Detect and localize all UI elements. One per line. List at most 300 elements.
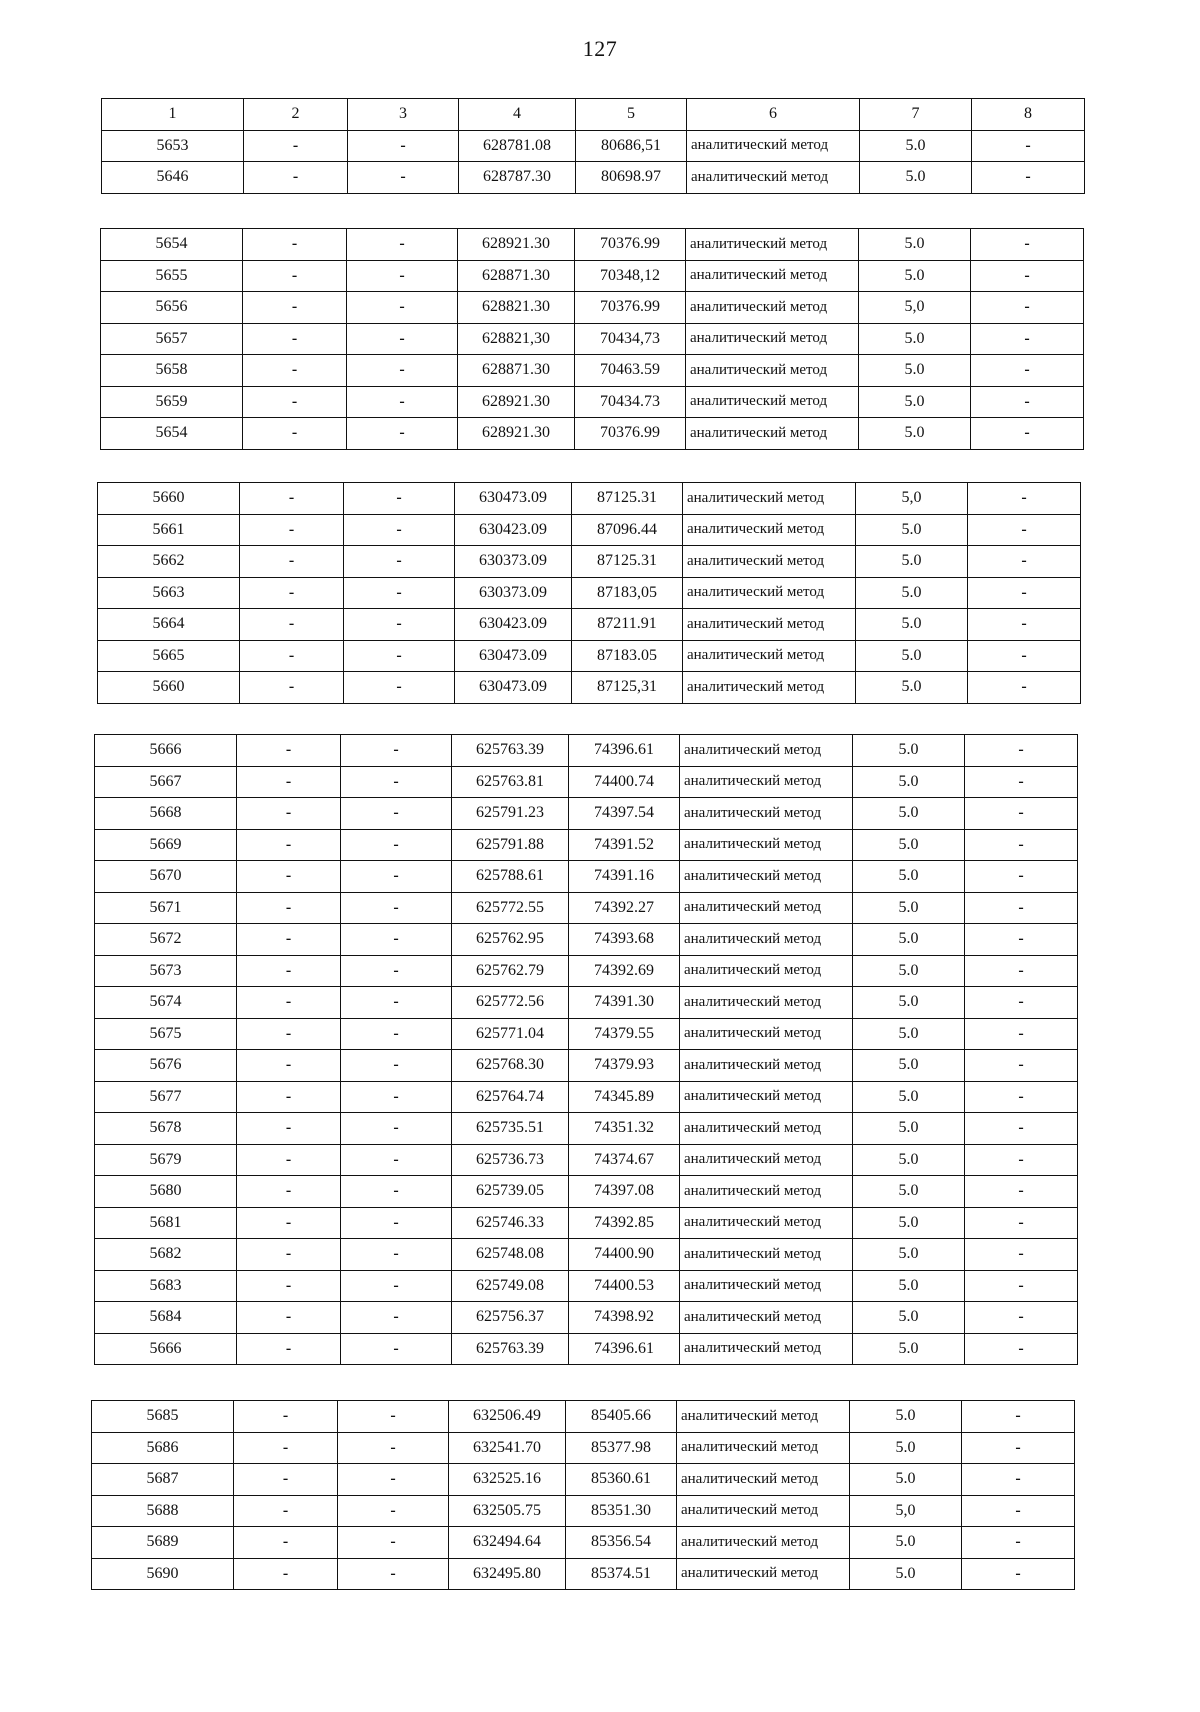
method-cell: аналитический метод [686, 355, 859, 387]
col-3-cell: - [341, 1113, 452, 1145]
method-cell: аналитический метод [680, 1113, 853, 1145]
point-number-cell: 5660 [98, 483, 240, 515]
coordinates-table-5 [91, 1400, 1075, 1590]
error-cell: 5.0 [853, 1302, 965, 1334]
table-row [98, 672, 1081, 704]
method-cell: аналитический метод [683, 546, 856, 578]
error-cell: 5.0 [850, 1527, 962, 1559]
y-coordinate-cell: 74351.32 [569, 1113, 680, 1145]
method-cell: аналитический метод [680, 1144, 853, 1176]
method-cell: аналитический метод [677, 1527, 850, 1559]
error-cell: 5.0 [853, 766, 965, 798]
col-3-cell: - [344, 483, 455, 515]
method-cell: аналитический метод [683, 514, 856, 546]
method-cell: аналитический метод [683, 577, 856, 609]
header-cell-1: 1 [102, 99, 244, 131]
col-8-cell: - [968, 483, 1081, 515]
error-cell: 5.0 [853, 1144, 965, 1176]
point-number-cell: 5664 [98, 609, 240, 641]
col-3-cell: - [341, 924, 452, 956]
x-coordinate-cell: 625772.56 [452, 987, 569, 1019]
x-coordinate-cell: 625762.95 [452, 924, 569, 956]
x-coordinate-cell: 625791.23 [452, 798, 569, 830]
method-cell: аналитический метод [680, 924, 853, 956]
table-row [101, 229, 1084, 261]
col-2-cell: - [237, 798, 341, 830]
col-2-cell: - [243, 386, 347, 418]
x-coordinate-cell: 625768.30 [452, 1050, 569, 1082]
col-8-cell: - [965, 861, 1078, 893]
point-number-cell: 5646 [102, 162, 244, 194]
col-8-cell: - [965, 798, 1078, 830]
table-row [101, 260, 1084, 292]
error-cell: 5.0 [856, 609, 968, 641]
col-8-cell: - [965, 1239, 1078, 1271]
error-cell: 5.0 [853, 1270, 965, 1302]
col-3-cell: - [338, 1401, 449, 1433]
x-coordinate-cell: 632506.49 [449, 1401, 566, 1433]
point-number-cell: 5660 [98, 672, 240, 704]
col-2-cell: - [237, 1302, 341, 1334]
col-2-cell: - [240, 546, 344, 578]
error-cell: 5.0 [853, 1176, 965, 1208]
x-coordinate-cell: 625746.33 [452, 1207, 569, 1239]
coordinates-table-3 [97, 482, 1081, 704]
point-number-cell: 5677 [95, 1081, 237, 1113]
col-2-cell: - [234, 1401, 338, 1433]
point-number-cell: 5658 [101, 355, 243, 387]
error-cell: 5.0 [850, 1558, 962, 1590]
x-coordinate-cell: 625756.37 [452, 1302, 569, 1334]
y-coordinate-cell: 87125.31 [572, 546, 683, 578]
y-coordinate-cell: 70376.99 [575, 418, 686, 450]
col-8-cell: - [965, 1176, 1078, 1208]
point-number-cell: 5674 [95, 987, 237, 1019]
table-header-row [102, 99, 1085, 131]
table-row [101, 292, 1084, 324]
col-3-cell: - [341, 1270, 452, 1302]
col-2-cell: - [240, 577, 344, 609]
header-cell-3: 3 [348, 99, 459, 131]
point-number-cell: 5659 [101, 386, 243, 418]
col-3-cell: - [341, 766, 452, 798]
col-8-cell: - [965, 1113, 1078, 1145]
x-coordinate-cell: 625735.51 [452, 1113, 569, 1145]
col-3-cell: - [344, 609, 455, 641]
col-3-cell: - [338, 1558, 449, 1590]
col-2-cell: - [240, 483, 344, 515]
y-coordinate-cell: 87096.44 [572, 514, 683, 546]
col-2-cell: - [243, 260, 347, 292]
point-number-cell: 5678 [95, 1113, 237, 1145]
col-3-cell: - [341, 829, 452, 861]
table-row [102, 130, 1085, 162]
col-3-cell: - [347, 355, 458, 387]
error-cell: 5.0 [860, 130, 972, 162]
table-row [95, 955, 1078, 987]
table-row [98, 577, 1081, 609]
table-row [92, 1527, 1075, 1559]
point-number-cell: 5671 [95, 892, 237, 924]
col-2-cell: - [237, 987, 341, 1019]
col-3-cell: - [341, 1239, 452, 1271]
header-cell-7: 7 [860, 99, 972, 131]
table-row [95, 1144, 1078, 1176]
x-coordinate-cell: 630473.09 [455, 640, 572, 672]
col-8-cell: - [968, 514, 1081, 546]
y-coordinate-cell: 74379.55 [569, 1018, 680, 1050]
col-3-cell: - [341, 892, 452, 924]
point-number-cell: 5683 [95, 1270, 237, 1302]
col-8-cell: - [968, 672, 1081, 704]
method-cell: аналитический метод [686, 386, 859, 418]
x-coordinate-cell: 625763.39 [452, 1333, 569, 1365]
method-cell: аналитический метод [677, 1495, 850, 1527]
table-row [92, 1464, 1075, 1496]
method-cell: аналитический метод [680, 861, 853, 893]
point-number-cell: 5690 [92, 1558, 234, 1590]
error-cell: 5.0 [853, 798, 965, 830]
point-number-cell: 5666 [95, 735, 237, 767]
col-2-cell: - [240, 672, 344, 704]
table-row [95, 924, 1078, 956]
col-8-cell: - [965, 1144, 1078, 1176]
point-number-cell: 5663 [98, 577, 240, 609]
col-8-cell: - [962, 1527, 1075, 1559]
col-2-cell: - [243, 323, 347, 355]
point-number-cell: 5684 [95, 1302, 237, 1334]
point-number-cell: 5653 [102, 130, 244, 162]
col-2-cell: - [240, 609, 344, 641]
error-cell: 5.0 [859, 355, 971, 387]
method-cell: аналитический метод [686, 323, 859, 355]
table-row [95, 829, 1078, 861]
col-2-cell: - [237, 1050, 341, 1082]
point-number-cell: 5667 [95, 766, 237, 798]
method-cell: аналитический метод [680, 1018, 853, 1050]
col-2-cell: - [234, 1558, 338, 1590]
method-cell: аналитический метод [687, 130, 860, 162]
table-row [95, 1113, 1078, 1145]
table-row [98, 514, 1081, 546]
error-cell: 5.0 [853, 1113, 965, 1145]
point-number-cell: 5687 [92, 1464, 234, 1496]
col-3-cell: - [344, 672, 455, 704]
y-coordinate-cell: 85374.51 [566, 1558, 677, 1590]
col-8-cell: - [965, 987, 1078, 1019]
x-coordinate-cell: 630373.09 [455, 546, 572, 578]
x-coordinate-cell: 625748.08 [452, 1239, 569, 1271]
x-coordinate-cell: 628787.30 [459, 162, 576, 194]
col-3-cell: - [347, 229, 458, 261]
coordinates-table-1 [101, 98, 1085, 194]
col-3-cell: - [338, 1432, 449, 1464]
col-2-cell: - [240, 514, 344, 546]
method-cell: аналитический метод [680, 829, 853, 861]
col-8-cell: - [971, 418, 1084, 450]
col-8-cell: - [971, 229, 1084, 261]
header-cell-8: 8 [972, 99, 1085, 131]
col-3-cell: - [341, 1144, 452, 1176]
x-coordinate-cell: 625739.05 [452, 1176, 569, 1208]
point-number-cell: 5654 [101, 229, 243, 261]
point-number-cell: 5688 [92, 1495, 234, 1527]
x-coordinate-cell: 632525.16 [449, 1464, 566, 1496]
y-coordinate-cell: 74398.92 [569, 1302, 680, 1334]
table-row [95, 735, 1078, 767]
method-cell: аналитический метод [680, 766, 853, 798]
error-cell: 5.0 [856, 640, 968, 672]
x-coordinate-cell: 628821.30 [458, 292, 575, 324]
y-coordinate-cell: 74393.68 [569, 924, 680, 956]
col-8-cell: - [962, 1495, 1075, 1527]
col-2-cell: - [237, 1333, 341, 1365]
point-number-cell: 5672 [95, 924, 237, 956]
point-number-cell: 5689 [92, 1527, 234, 1559]
table-row [98, 609, 1081, 641]
col-2-cell: - [244, 162, 348, 194]
x-coordinate-cell: 628871.30 [458, 260, 575, 292]
table-row [98, 640, 1081, 672]
error-cell: 5.0 [853, 1239, 965, 1271]
col-3-cell: - [341, 1176, 452, 1208]
col-8-cell: - [965, 766, 1078, 798]
table-row [92, 1558, 1075, 1590]
point-number-cell: 5679 [95, 1144, 237, 1176]
x-coordinate-cell: 625771.04 [452, 1018, 569, 1050]
error-cell: 5.0 [859, 323, 971, 355]
error-cell: 5.0 [859, 386, 971, 418]
y-coordinate-cell: 80698.97 [576, 162, 687, 194]
method-cell: аналитический метод [680, 1239, 853, 1271]
col-3-cell: - [341, 735, 452, 767]
point-number-cell: 5673 [95, 955, 237, 987]
x-coordinate-cell: 630373.09 [455, 577, 572, 609]
col-8-cell: - [965, 1050, 1078, 1082]
y-coordinate-cell: 80686,51 [576, 130, 687, 162]
y-coordinate-cell: 74374.67 [569, 1144, 680, 1176]
y-coordinate-cell: 74396.61 [569, 735, 680, 767]
header-cell-5: 5 [576, 99, 687, 131]
method-cell: аналитический метод [686, 418, 859, 450]
y-coordinate-cell: 87211.91 [572, 609, 683, 641]
error-cell: 5.0 [853, 829, 965, 861]
table-row [95, 1302, 1078, 1334]
method-cell: аналитический метод [677, 1558, 850, 1590]
col-8-cell: - [965, 1081, 1078, 1113]
point-number-cell: 5662 [98, 546, 240, 578]
col-2-cell: - [237, 892, 341, 924]
error-cell: 5.0 [853, 955, 965, 987]
col-8-cell: - [968, 546, 1081, 578]
method-cell: аналитический метод [683, 609, 856, 641]
table-row [92, 1495, 1075, 1527]
point-number-cell: 5682 [95, 1239, 237, 1271]
method-cell: аналитический метод [680, 1333, 853, 1365]
y-coordinate-cell: 85377.98 [566, 1432, 677, 1464]
col-8-cell: - [968, 577, 1081, 609]
method-cell: аналитический метод [683, 483, 856, 515]
col-3-cell: - [347, 260, 458, 292]
table-row [95, 1333, 1078, 1365]
table-row [95, 892, 1078, 924]
y-coordinate-cell: 74392.27 [569, 892, 680, 924]
x-coordinate-cell: 632541.70 [449, 1432, 566, 1464]
col-3-cell: - [347, 386, 458, 418]
point-number-cell: 5670 [95, 861, 237, 893]
table-row [95, 1270, 1078, 1302]
table-row [92, 1432, 1075, 1464]
col-3-cell: - [341, 1018, 452, 1050]
point-number-cell: 5676 [95, 1050, 237, 1082]
col-8-cell: - [971, 260, 1084, 292]
col-3-cell: - [338, 1464, 449, 1496]
col-2-cell: - [244, 130, 348, 162]
col-2-cell: - [243, 355, 347, 387]
method-cell: аналитический метод [686, 260, 859, 292]
x-coordinate-cell: 625736.73 [452, 1144, 569, 1176]
point-number-cell: 5675 [95, 1018, 237, 1050]
col-3-cell: - [338, 1495, 449, 1527]
col-8-cell: - [965, 1333, 1078, 1365]
col-2-cell: - [234, 1495, 338, 1527]
method-cell: аналитический метод [677, 1432, 850, 1464]
col-8-cell: - [965, 1270, 1078, 1302]
y-coordinate-cell: 70376.99 [575, 229, 686, 261]
y-coordinate-cell: 70434.73 [575, 386, 686, 418]
y-coordinate-cell: 70376.99 [575, 292, 686, 324]
error-cell: 5.0 [856, 672, 968, 704]
table-row [101, 323, 1084, 355]
col-2-cell: - [237, 829, 341, 861]
col-2-cell: - [237, 924, 341, 956]
col-8-cell: - [962, 1464, 1075, 1496]
x-coordinate-cell: 625762.79 [452, 955, 569, 987]
y-coordinate-cell: 74397.08 [569, 1176, 680, 1208]
point-number-cell: 5681 [95, 1207, 237, 1239]
error-cell: 5.0 [856, 577, 968, 609]
error-cell: 5.0 [853, 1018, 965, 1050]
col-3-cell: - [341, 955, 452, 987]
x-coordinate-cell: 632494.64 [449, 1527, 566, 1559]
table-row [95, 1050, 1078, 1082]
y-coordinate-cell: 87125,31 [572, 672, 683, 704]
error-cell: 5.0 [853, 1207, 965, 1239]
col-2-cell: - [237, 766, 341, 798]
coordinates-table-2 [100, 228, 1084, 450]
col-8-cell: - [965, 1018, 1078, 1050]
method-cell: аналитический метод [683, 672, 856, 704]
error-cell: 5,0 [859, 292, 971, 324]
table-row [92, 1401, 1075, 1433]
x-coordinate-cell: 630473.09 [455, 483, 572, 515]
method-cell: аналитический метод [680, 892, 853, 924]
header-cell-6: 6 [687, 99, 860, 131]
point-number-cell: 5686 [92, 1432, 234, 1464]
point-number-cell: 5654 [101, 418, 243, 450]
y-coordinate-cell: 74345.89 [569, 1081, 680, 1113]
col-2-cell: - [243, 292, 347, 324]
col-3-cell: - [344, 577, 455, 609]
method-cell: аналитический метод [683, 640, 856, 672]
table-row [102, 162, 1085, 194]
col-8-cell: - [972, 162, 1085, 194]
col-3-cell: - [341, 1081, 452, 1113]
x-coordinate-cell: 632505.75 [449, 1495, 566, 1527]
table-row [98, 546, 1081, 578]
col-8-cell: - [968, 640, 1081, 672]
error-cell: 5.0 [859, 418, 971, 450]
col-2-cell: - [237, 1144, 341, 1176]
y-coordinate-cell: 74391.16 [569, 861, 680, 893]
error-cell: 5,0 [850, 1495, 962, 1527]
method-cell: аналитический метод [677, 1464, 850, 1496]
table-row [95, 1207, 1078, 1239]
col-8-cell: - [965, 735, 1078, 767]
x-coordinate-cell: 628921.30 [458, 418, 575, 450]
point-number-cell: 5661 [98, 514, 240, 546]
table-row [101, 355, 1084, 387]
error-cell: 5.0 [853, 987, 965, 1019]
method-cell: аналитический метод [680, 798, 853, 830]
y-coordinate-cell: 85351.30 [566, 1495, 677, 1527]
error-cell: 5,0 [856, 483, 968, 515]
y-coordinate-cell: 85405.66 [566, 1401, 677, 1433]
x-coordinate-cell: 625791.88 [452, 829, 569, 861]
error-cell: 5.0 [859, 260, 971, 292]
col-3-cell: - [338, 1527, 449, 1559]
table-row [101, 386, 1084, 418]
x-coordinate-cell: 628781.08 [459, 130, 576, 162]
col-3-cell: - [344, 546, 455, 578]
col-2-cell: - [234, 1527, 338, 1559]
col-3-cell: - [341, 861, 452, 893]
col-3-cell: - [341, 987, 452, 1019]
coordinates-table-4 [94, 734, 1078, 1365]
col-3-cell: - [341, 1302, 452, 1334]
error-cell: 5.0 [856, 546, 968, 578]
point-number-cell: 5668 [95, 798, 237, 830]
table-row [98, 483, 1081, 515]
x-coordinate-cell: 628871.30 [458, 355, 575, 387]
method-cell: аналитический метод [680, 735, 853, 767]
col-3-cell: - [341, 798, 452, 830]
col-3-cell: - [341, 1333, 452, 1365]
col-2-cell: - [237, 1018, 341, 1050]
x-coordinate-cell: 632495.80 [449, 1558, 566, 1590]
x-coordinate-cell: 628821,30 [458, 323, 575, 355]
method-cell: аналитический метод [680, 1207, 853, 1239]
col-2-cell: - [240, 640, 344, 672]
table-row [101, 418, 1084, 450]
col-8-cell: - [965, 1207, 1078, 1239]
method-cell: аналитический метод [680, 1176, 853, 1208]
point-number-cell: 5665 [98, 640, 240, 672]
x-coordinate-cell: 625788.61 [452, 861, 569, 893]
col-3-cell: - [347, 418, 458, 450]
y-coordinate-cell: 74391.52 [569, 829, 680, 861]
col-3-cell: - [341, 1207, 452, 1239]
col-8-cell: - [968, 609, 1081, 641]
x-coordinate-cell: 630423.09 [455, 514, 572, 546]
x-coordinate-cell: 630423.09 [455, 609, 572, 641]
col-8-cell: - [965, 924, 1078, 956]
y-coordinate-cell: 85360.61 [566, 1464, 677, 1496]
col-8-cell: - [965, 829, 1078, 861]
error-cell: 5.0 [853, 1050, 965, 1082]
error-cell: 5.0 [853, 892, 965, 924]
col-3-cell: - [348, 130, 459, 162]
